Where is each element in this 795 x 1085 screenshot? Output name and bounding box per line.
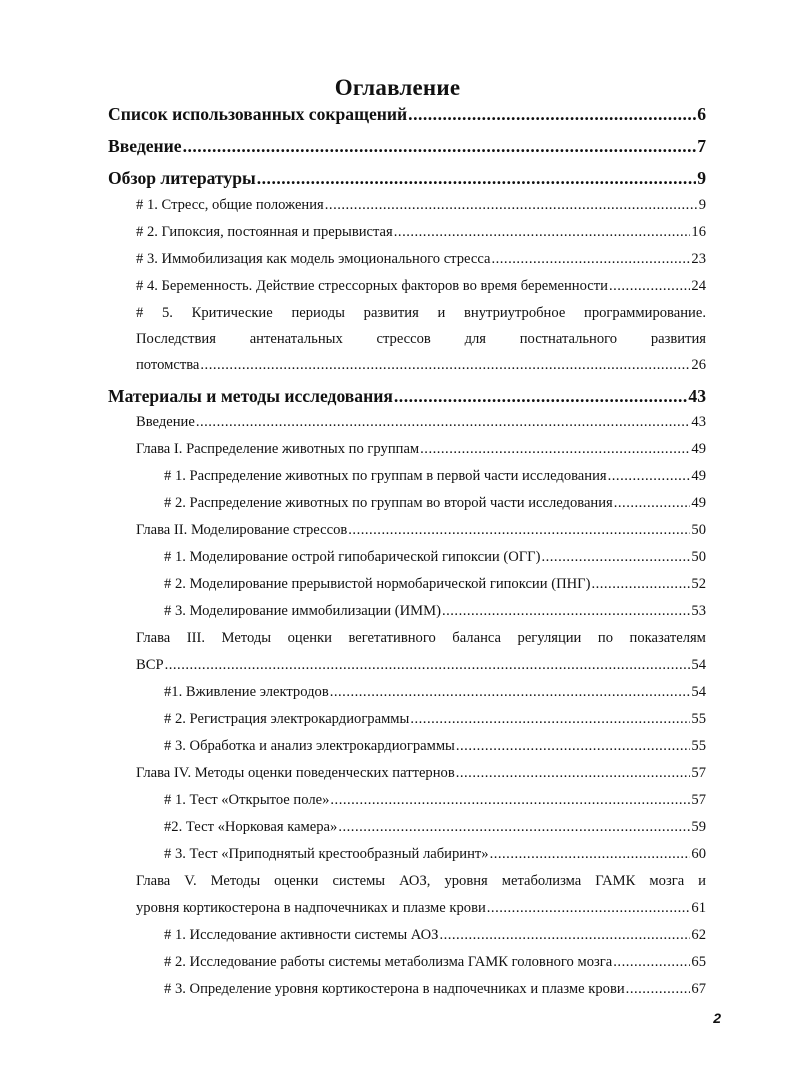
toc-word: программирование. <box>584 305 706 321</box>
toc-entry-chapter-4-3 <box>164 846 706 863</box>
toc-label: # 1. Стресс, общие положения <box>136 197 324 213</box>
toc-label: # 2. Регистрация электрокардиограммы <box>164 711 410 727</box>
toc-label: Материалы и методы исследования <box>108 386 393 406</box>
toc-entry-chapter-5-line1 <box>136 873 706 890</box>
toc-label: уровня кортикостерона в надпочечниках и плазме крови <box>136 900 486 916</box>
toc-leader <box>456 765 691 782</box>
toc-label: # 3. Определение уровня кортикостерона в надпочечниках и плазме крови <box>164 981 625 997</box>
toc-page: 54 <box>691 657 706 673</box>
toc-page: 60 <box>691 846 706 862</box>
toc-entry-chapter-3-2 <box>164 711 706 728</box>
toc-entry-chapter-5-3 <box>164 981 706 998</box>
toc-page: 67 <box>691 981 706 997</box>
toc-label: Введение <box>108 136 182 156</box>
toc-leader <box>456 738 691 755</box>
toc-page: 53 <box>691 603 706 619</box>
toc-label: # 3. Тест «Приподнятый крестообразный лабиринт» <box>164 846 489 862</box>
toc-page: 50 <box>691 549 706 565</box>
toc-word: оценки <box>274 873 319 889</box>
toc-page: 55 <box>691 738 706 754</box>
toc-word: Глава <box>136 873 171 889</box>
toc-page: 61 <box>691 900 706 916</box>
toc-page: 9 <box>697 168 706 188</box>
toc-leader <box>609 278 690 295</box>
toc-leader <box>613 954 690 971</box>
toc-entry-chapter-2-1 <box>164 549 706 566</box>
toc-entry-chapter-1-2 <box>164 495 706 512</box>
toc-word: мозга <box>649 873 685 889</box>
toc-label: ВСР <box>136 657 164 673</box>
toc-label: Список использованных сокращений <box>108 104 408 124</box>
toc-entry-chapter-3-line1 <box>136 630 706 647</box>
toc-word: уровня <box>444 873 488 889</box>
toc-entry-chapter-1-1 <box>164 468 706 485</box>
toc-word: и <box>437 305 446 321</box>
toc-label: Глава IV. Методы оценки поведенческих паттернов <box>136 765 455 781</box>
toc-label: Обзор литературы <box>108 168 256 188</box>
toc-page: 9 <box>698 197 706 213</box>
toc-label: # 3. Обработка и анализ электрокардиограммы <box>164 738 455 754</box>
toc-entry-methods <box>108 386 706 407</box>
toc-entry-chapter-3-1 <box>164 684 706 701</box>
toc-page: 23 <box>691 251 706 267</box>
toc-leader <box>487 900 691 917</box>
toc-entry-abbreviations <box>108 104 706 125</box>
toc-entry-chapter-5 <box>136 900 706 917</box>
toc-leader <box>490 846 691 863</box>
toc-leader <box>439 927 690 944</box>
toc-word: регуляции <box>517 630 582 646</box>
toc-leader <box>394 386 688 407</box>
toc-entry-chapter-4-2 <box>164 819 706 836</box>
toc-label: #2. Тест «Норковая камера» <box>164 819 338 835</box>
toc-word: V. <box>184 873 197 889</box>
toc-entry-chapter-3-3 <box>164 738 706 755</box>
toc-word: III. <box>186 630 206 646</box>
toc-page: 26 <box>691 357 706 373</box>
toc-page: 49 <box>691 468 706 484</box>
toc-label: # 1. Моделирование острой гипобарической гипоксии (ОГГ) <box>164 549 541 565</box>
toc-entry-review-1 <box>136 197 706 214</box>
toc-leader <box>608 468 691 485</box>
toc-word: Методы <box>210 873 261 889</box>
toc-label: Введение <box>136 414 195 430</box>
toc-word: # <box>136 305 144 321</box>
toc-leader <box>348 522 690 539</box>
toc-word: внутриутробное <box>464 305 566 321</box>
toc-page: 59 <box>691 819 706 835</box>
page-title: Оглавление <box>334 75 461 100</box>
toc-label: # 2. Моделирование прерывистой нормобарической гипоксии (ПНГ) <box>164 576 591 592</box>
toc-page: 57 <box>691 792 706 808</box>
toc-entry-chapter-5-2 <box>164 954 706 971</box>
toc-label: Глава I. Распределение животных по группам <box>136 441 420 457</box>
toc-word: по <box>597 630 613 646</box>
toc-entry-chapter-3 <box>136 657 706 674</box>
toc-entry-review-5 <box>136 357 706 374</box>
toc-word: ГАМК <box>595 873 636 889</box>
toc-page: 7 <box>697 136 706 156</box>
toc-leader <box>614 495 691 512</box>
toc-leader <box>541 549 690 566</box>
toc-entry-chapter-2 <box>136 522 706 539</box>
toc-leader <box>183 136 697 157</box>
toc-leader <box>330 792 690 809</box>
toc-leader <box>165 657 691 674</box>
toc-word: периоды <box>291 305 345 321</box>
toc-leader <box>200 357 690 374</box>
toc-word: Методы <box>221 630 272 646</box>
toc-label: # 3. Моделирование иммобилизации (ИММ) <box>164 603 441 619</box>
toc-word: вегетативного <box>348 630 436 646</box>
toc-word: стрессов <box>376 331 431 347</box>
toc-entry-review-5-line1 <box>136 305 706 322</box>
toc-word: развития <box>363 305 419 321</box>
toc-page: 62 <box>691 927 706 943</box>
toc-page: 55 <box>691 711 706 727</box>
toc-label: # 1. Тест «Открытое поле» <box>164 792 330 808</box>
toc-page: 50 <box>691 522 706 538</box>
toc-leader <box>338 819 690 836</box>
toc-page: 57 <box>691 765 706 781</box>
toc-page: 49 <box>691 441 706 457</box>
toc-page: 43 <box>691 414 706 430</box>
toc-page: 16 <box>691 224 706 240</box>
toc-leader <box>442 603 690 620</box>
toc-page: 52 <box>691 576 706 592</box>
toc-leader <box>325 197 698 214</box>
toc-entry-chapter-4-1 <box>164 792 706 809</box>
toc-label: # 2. Распределение животных по группам во второй части исследования <box>164 495 613 511</box>
toc-page: 24 <box>691 278 706 294</box>
toc-page: 43 <box>688 386 706 406</box>
toc-word: метаболизма <box>501 873 582 889</box>
toc-word: оценки <box>287 630 332 646</box>
toc-word: развития <box>650 331 706 347</box>
toc-leader <box>394 224 691 241</box>
toc-label: #1. Вживление электродов <box>164 684 329 700</box>
toc-word: баланса <box>452 630 502 646</box>
toc-leader <box>330 684 691 701</box>
toc-entry-review-5-line2 <box>136 331 706 348</box>
toc-entry-literature-review <box>108 168 706 189</box>
toc-leader <box>196 414 691 431</box>
toc-page: 54 <box>691 684 706 700</box>
toc-leader <box>408 104 696 125</box>
toc-word: для <box>464 331 486 347</box>
toc-entry-chapter-2-2 <box>164 576 706 593</box>
toc-page: 49 <box>691 495 706 511</box>
toc-word: Последствия <box>136 331 216 347</box>
toc-entry-introduction <box>108 136 706 157</box>
toc-label: # 1. Распределение животных по группам в первой части исследования <box>164 468 607 484</box>
toc-leader <box>257 168 696 189</box>
toc-word: антенатальных <box>249 331 343 347</box>
toc-page: 65 <box>691 954 706 970</box>
toc-word: постнатального <box>519 331 618 347</box>
toc-leader <box>591 576 690 593</box>
toc-entry-chapter-4 <box>136 765 706 782</box>
toc-word: Критические <box>191 305 273 321</box>
toc-entry-chapter-2-3 <box>164 603 706 620</box>
toc-entry-chapter-1 <box>136 441 706 458</box>
toc-entry-review-3 <box>136 251 706 268</box>
toc-label: # 2. Гипоксия, постоянная и прерывистая <box>136 224 393 240</box>
toc-entry-methods-intro <box>136 414 706 431</box>
toc-entry-chapter-5-1 <box>164 927 706 944</box>
toc-label: потомства <box>136 357 200 373</box>
toc-word: 5. <box>162 305 173 321</box>
toc-word: и <box>698 873 706 889</box>
toc-leader <box>410 711 690 728</box>
toc-word: системы <box>332 873 386 889</box>
toc-label: # 3. Иммобилизация как модель эмоционального стресса <box>136 251 491 267</box>
toc-label: # 2. Исследование работы системы метаболизма ГАМК головного мозга <box>164 954 613 970</box>
toc-leader <box>491 251 690 268</box>
toc-leader <box>420 441 690 458</box>
toc-label: # 1. Исследование активности системы АОЗ <box>164 927 439 943</box>
page-number: 2 <box>713 1010 721 1026</box>
toc-word: АОЗ, <box>399 873 431 889</box>
toc-word: показателям <box>629 630 706 646</box>
toc-word: Глава <box>136 630 171 646</box>
toc-label: Глава II. Моделирование стрессов <box>136 522 348 538</box>
toc-label: # 4. Беременность. Действие стрессорных факторов во время беременности <box>136 278 608 294</box>
toc-page: 6 <box>697 104 706 124</box>
toc-entry-review-4 <box>136 278 706 295</box>
toc-entry-review-2 <box>136 224 706 241</box>
toc-leader <box>626 981 691 998</box>
